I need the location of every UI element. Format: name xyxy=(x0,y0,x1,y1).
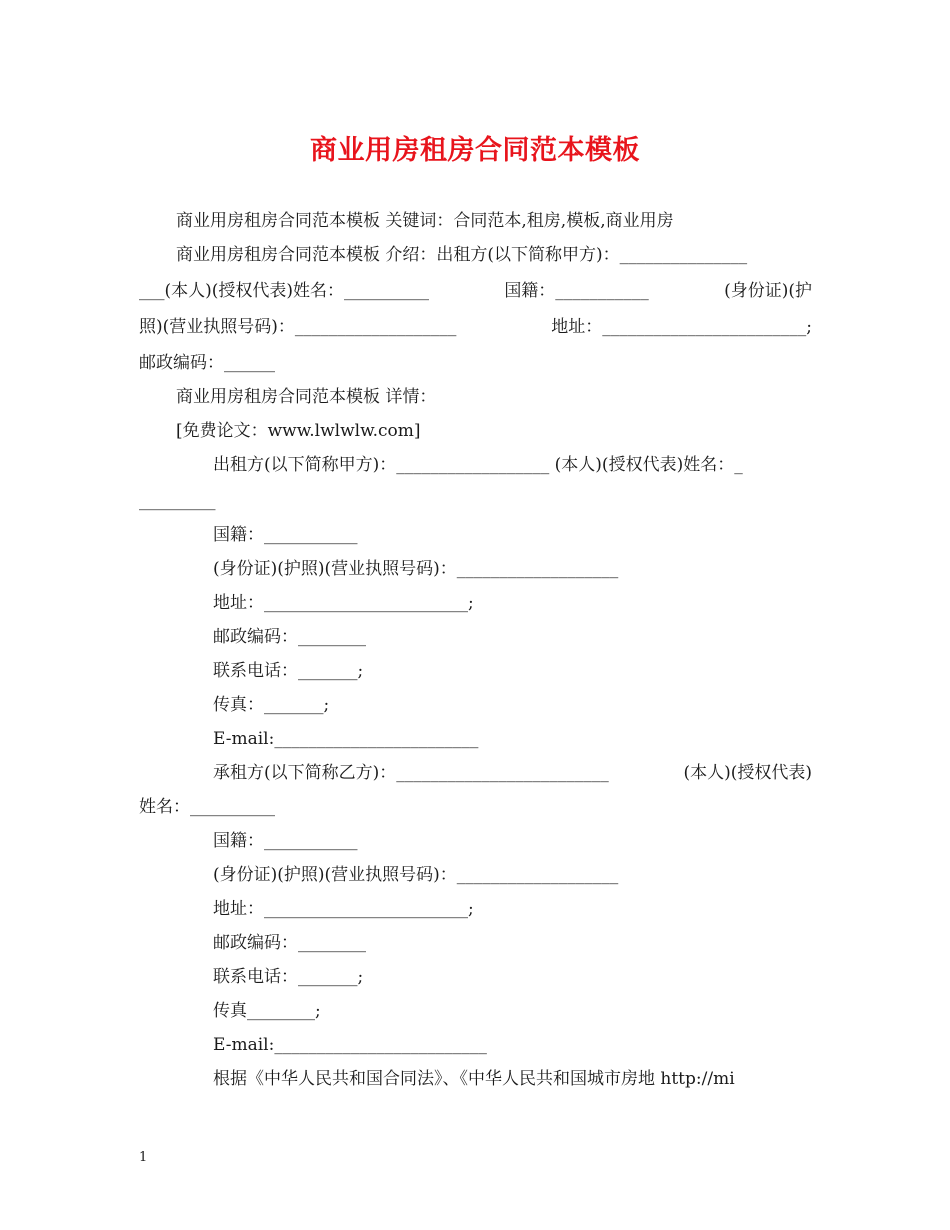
lessor-address-line xyxy=(139,316,812,338)
lessee-address: 地址：________________________; xyxy=(213,899,474,919)
lessor-email: E-mail:________________________ xyxy=(213,729,479,749)
lessor-phone: 联系电话：_______; xyxy=(213,661,364,681)
lessee-heading-line xyxy=(213,762,812,784)
source-line: [免费论文：www.lwlwlw.com] xyxy=(176,421,421,441)
intro-line xyxy=(176,244,812,266)
postal-line: 邮政编码：______ xyxy=(139,353,275,373)
page-number: 1 xyxy=(139,1150,148,1165)
lessee-phone: 联系电话：_______; xyxy=(213,967,364,987)
lessor-nationality-seg: 国籍：___________ xyxy=(504,281,649,301)
lessee-name: 姓名：__________ xyxy=(139,797,275,817)
legal-basis-line: 根据《中华人民共和国合同法》、《中华人民共和国城市房地 http://mi xyxy=(213,1069,735,1089)
lessee-id: (身份证)(护照)(营业执照号码)：___________________ xyxy=(213,865,619,885)
lessor-id: (身份证)(护照)(营业执照号码)：___________________ xyxy=(213,559,619,579)
lessee-nationality: 国籍：___________ xyxy=(213,831,358,851)
lessee-postal: 邮政编码：________ xyxy=(213,933,366,953)
lessor-nationality: 国籍：___________ xyxy=(213,525,358,545)
lessor-name-seg: ___(本人)(授权代表)姓名：__________ xyxy=(139,281,430,301)
lessor-postal: 邮政编码：________ xyxy=(213,627,366,647)
lessor-name-line xyxy=(139,280,812,302)
lessor-fax: 传真：_______; xyxy=(213,695,330,715)
lessor-heading-cont: _________ xyxy=(139,491,216,511)
keywords-line: 商业用房租房合同范本模板 关键词：合同范本,租房,模板,商业用房 xyxy=(176,211,674,231)
document-title: 商业用房租房合同范本模板 xyxy=(310,135,640,166)
lessor-address: 地址：________________________; xyxy=(213,593,474,613)
lessee-fax: 传真________; xyxy=(213,1001,321,1021)
lessee-rep-seg: (本人)(授权代表) xyxy=(683,763,812,783)
address-seg: 地址：________________________; xyxy=(551,317,812,337)
details-line: 商业用房租房合同范本模板 详情： xyxy=(176,387,437,407)
lessee-heading-seg: 承租方(以下简称乙方)：_________________________ xyxy=(213,763,609,783)
intro-text: 商业用房租房合同范本模板 介绍：出租方(以下简称甲方)：_______________ xyxy=(176,245,748,265)
lessee-email: E-mail:_________________________ xyxy=(213,1035,487,1055)
license-seg: 照)(营业执照号码)：___________________ xyxy=(139,317,457,337)
lessor-heading-line: 出租方(以下简称甲方)：__________________ (本人)(授权代表)姓名：_ xyxy=(213,455,743,475)
lessor-id-seg: (身份证)(护 xyxy=(724,281,812,301)
